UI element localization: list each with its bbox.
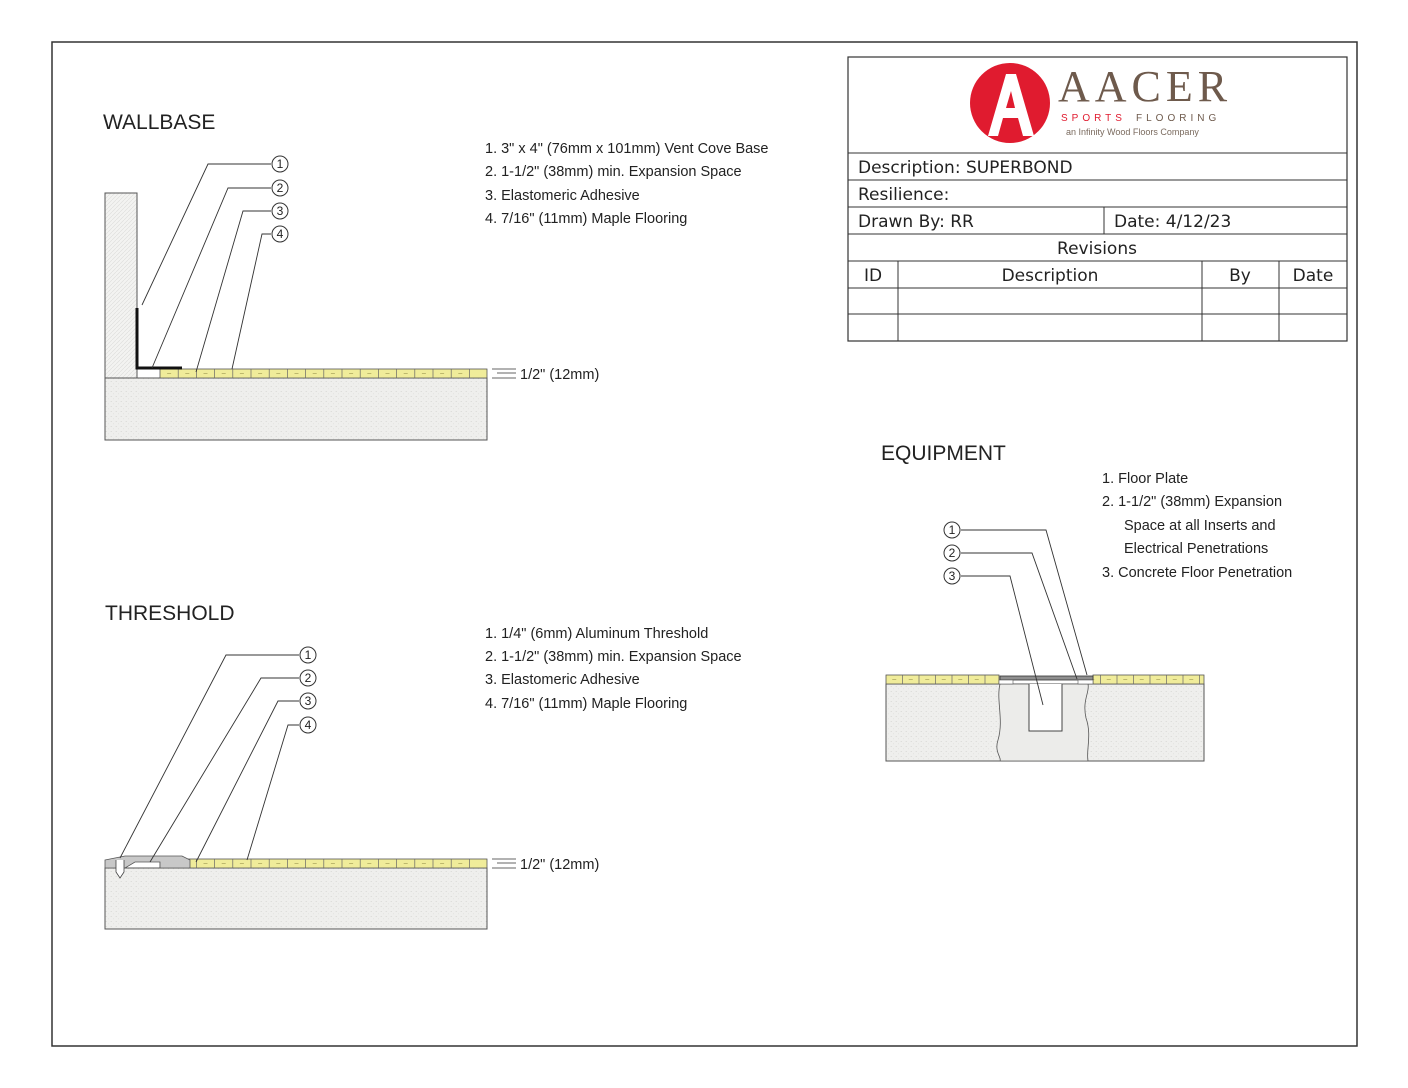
equipment-callouts xyxy=(944,522,960,584)
note-2-line-3: Electrical Penetrations xyxy=(1124,541,1269,557)
threshold-title: THRESHOLD xyxy=(105,602,235,625)
callout-2: 2 xyxy=(304,671,312,685)
dimension-label: 1/2" (12mm) xyxy=(520,367,600,383)
revision-col-description: Description xyxy=(1001,266,1099,286)
description-field: Description: SUPERBOND xyxy=(858,158,1073,178)
drawn-by-field: Drawn By: RR xyxy=(858,212,974,232)
callout-1: 1 xyxy=(304,648,312,662)
threshold-leaders xyxy=(120,655,299,862)
note-2-line-2: Space at all Inserts and xyxy=(1124,518,1276,534)
date-field: Date: 4/12/23 xyxy=(1114,212,1232,232)
revision-col-id: ID xyxy=(863,266,883,286)
note-3: 3. Elastomeric Adhesive xyxy=(485,188,640,204)
callout-2: 2 xyxy=(276,181,284,195)
wallbase-detail xyxy=(103,111,769,440)
note-3: 3. Concrete Floor Penetration xyxy=(1102,565,1293,581)
wallbase-leaders xyxy=(142,164,271,372)
callout-3: 3 xyxy=(276,204,284,218)
wallbase-dimension xyxy=(492,367,599,383)
callout-4: 4 xyxy=(276,227,284,241)
equipment-title: EQUIPMENT xyxy=(881,442,1006,465)
note-1: 1. 3" x 4" (76mm x 101mm) Vent Cove Base xyxy=(485,141,769,157)
resilience-field: Resilience: xyxy=(858,185,950,205)
wallbase-title: WALLBASE xyxy=(103,111,216,134)
callout-3: 3 xyxy=(304,694,312,708)
note-4: 4. 7/16" (11mm) Maple Flooring xyxy=(485,696,688,712)
floor-insert xyxy=(1029,684,1062,731)
note-3: 3. Elastomeric Adhesive xyxy=(485,672,640,688)
callout-2: 2 xyxy=(948,546,956,560)
dimension-label: 1/2" (12mm) xyxy=(520,857,600,873)
revisions-header: Revisions xyxy=(1057,239,1137,259)
floor-plate xyxy=(1000,676,1093,680)
equipment-notes xyxy=(1102,471,1292,581)
wallbase-callouts xyxy=(272,156,288,242)
logo-tagline-sports: SPORTS xyxy=(1061,113,1126,124)
expansion-space xyxy=(999,680,1013,684)
logo-tagline-flooring: FLOORING xyxy=(1136,113,1221,124)
logo-brand: AACER xyxy=(1058,62,1233,111)
note-2: 2. 1-1/2" (38mm) min. Expansion Space xyxy=(485,649,742,665)
expansion-space xyxy=(1078,680,1093,684)
threshold-detail xyxy=(105,602,742,929)
callout-4: 4 xyxy=(304,718,312,732)
concrete-slab xyxy=(105,378,487,440)
revision-col-by: By xyxy=(1229,266,1251,286)
concrete-slab xyxy=(105,868,487,929)
threshold-callouts xyxy=(300,647,316,733)
note-1: 1. Floor Plate xyxy=(1102,471,1189,487)
title-block xyxy=(848,57,1347,341)
note-2: 2. 1-1/2" (38mm) min. Expansion Space xyxy=(485,164,742,180)
callout-1: 1 xyxy=(948,523,956,537)
threshold-dimension xyxy=(492,857,599,873)
callout-3: 3 xyxy=(948,569,956,583)
wallbase-notes xyxy=(485,141,769,227)
threshold-notes xyxy=(485,626,742,712)
note-1: 1. 1/4" (6mm) Aluminum Threshold xyxy=(485,626,709,642)
logo-subtitle: an Infinity Wood Floors Company xyxy=(1066,127,1199,137)
company-logo xyxy=(970,62,1232,143)
note-2: 2. 1-1/2" (38mm) Expansion xyxy=(1102,494,1283,510)
vent-cove-base xyxy=(137,308,182,368)
equipment-detail xyxy=(881,442,1292,761)
note-4: 4. 7/16" (11mm) Maple Flooring xyxy=(485,211,688,227)
callout-1: 1 xyxy=(276,157,284,171)
revision-col-date: Date xyxy=(1292,266,1334,286)
wall xyxy=(105,193,137,378)
